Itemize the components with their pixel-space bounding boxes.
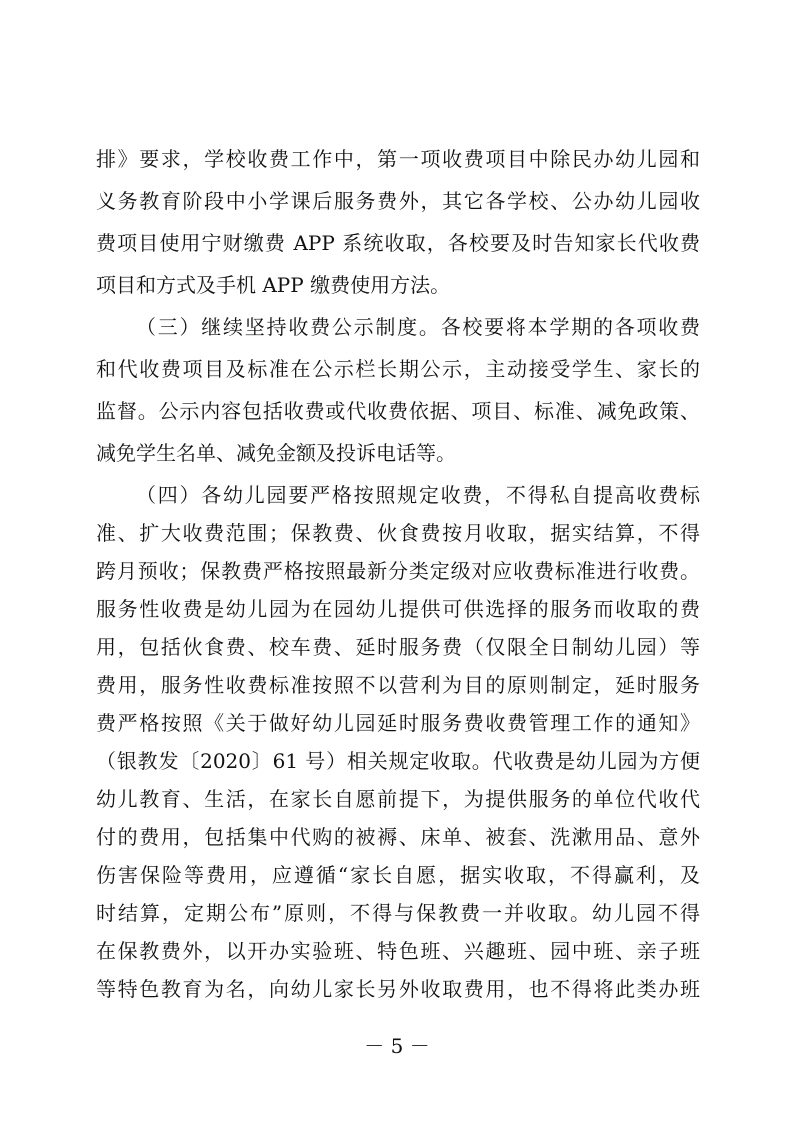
text-line: 用，包括伙食费、校车费、延时服务费（仅限全日制幼儿园）等	[96, 635, 700, 659]
text-line: （三）继续坚持收费公示制度。各校要将本学期的各项收费	[136, 315, 700, 339]
text-line: 项目和方式及手机 APP 缴费使用方法。	[96, 273, 451, 297]
page-number: － 5 －	[364, 1034, 430, 1058]
text-line: 准、扩大收费范围；保教费、伙食费按月收取，据实结算，不得	[96, 521, 700, 545]
text-line: 时结算，定期公布”原则，不得与保教费一并收取。幼儿园不得	[96, 901, 700, 925]
text-line: 和代收费项目及标准在公示栏长期公示，主动接受学生、家长的	[96, 357, 700, 381]
text-line: 服务性收费是幼儿园为在园幼儿提供可供选择的服务而收取的费	[96, 597, 700, 621]
text-line: （四）各幼儿园要严格按照规定收费，不得私自提高收费标	[136, 483, 700, 507]
text-line: 跨月预收；保教费严格按照最新分类定级对应收费标准进行收费。	[96, 559, 700, 583]
text-line: 排》要求，学校收费工作中，第一项收费项目中除民办幼儿园和	[96, 147, 700, 171]
text-line: 付的费用，包括集中代购的被褥、床单、被套、洗漱用品、意外	[96, 825, 700, 849]
text-line: （银教发〔2020〕61 号）相关规定收取。代收费是幼儿园为方便	[96, 749, 700, 773]
text-line: 减免学生名单、减免金额及投诉电话等。	[96, 441, 456, 465]
text-line: 费用，服务性收费标准按照不以营利为目的原则制定，延时服务	[96, 673, 700, 697]
text-line: 等特色教育为名，向幼儿家长另外收取费用，也不得将此类办班	[96, 977, 700, 1001]
text-line: 费严格按照《关于做好幼儿园延时服务费收费管理工作的通知》	[96, 711, 700, 735]
text-line: 在保教费外，以开办实验班、特色班、兴趣班、园中班、亲子班	[96, 939, 700, 963]
text-line: 义务教育阶段中小学课后服务费外，其它各学校、公办幼儿园收	[96, 189, 700, 213]
text-line: 费项目使用宁财缴费 APP 系统收取，各校要及时告知家长代收费	[96, 231, 700, 255]
text-line: 幼儿教育、生活，在家长自愿前提下，为提供服务的单位代收代	[96, 787, 700, 811]
text-line: 伤害保险等费用，应遵循“家长自愿，据实收取，不得赢利，及	[96, 863, 700, 887]
text-line: 监督。公示内容包括收费或代收费依据、项目、标准、减免政策、	[96, 399, 700, 423]
